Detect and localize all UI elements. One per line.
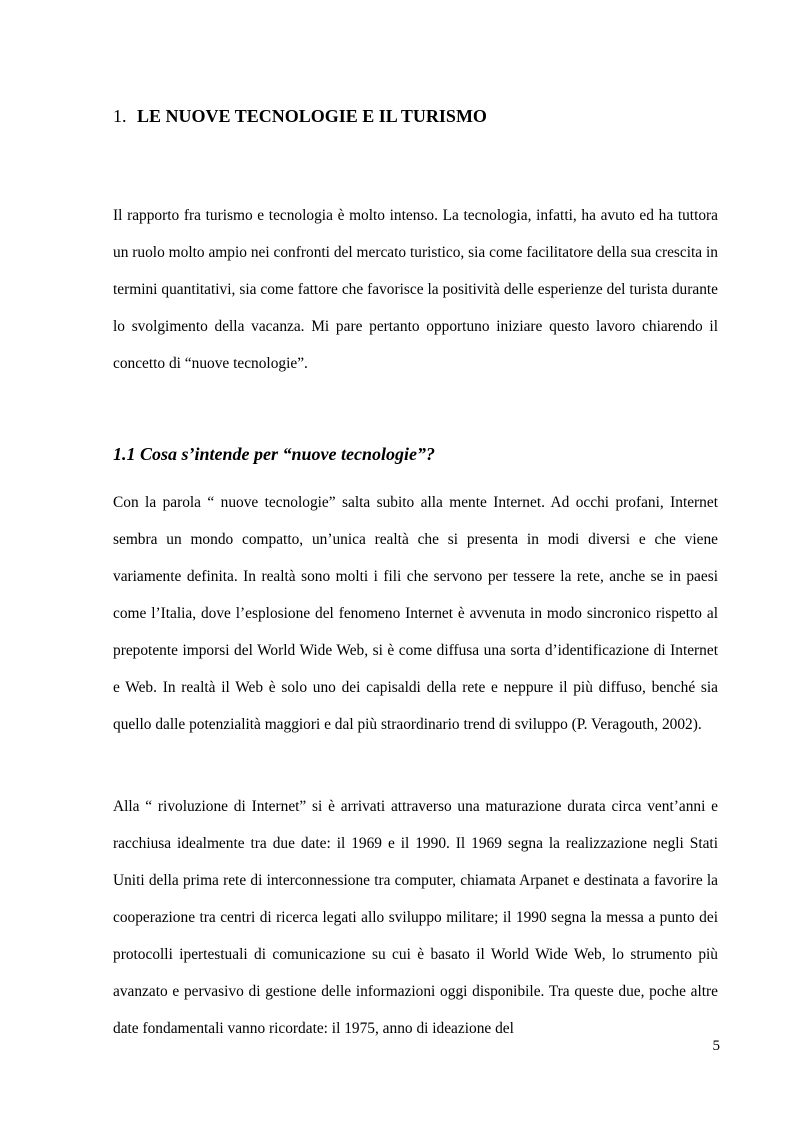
section-paragraph-2: Alla “ rivoluzione di Internet” si è arrivati attraverso una maturazione durata circa vent’anni e racchiusa idealmente tra due date: il 1969 e il 1990. Il 1969 segna la realizzazione negli Stati Uniti della prima rete di interconnessione tra computer, chiamata Arpanet e destinata a favorire la cooperazione tra centri di ricerca legati allo sviluppo militare; il 1990 segna la messa a punto dei protocolli ipertestuali di comunicazione su cui è basato il World Wide Web, lo strumento più avanzato e pervasivo di gestione delle informazioni oggi disponibile. Tra queste due, poche altre date fondamentali vanno ricordate: il 1975, anno di ideazione del	[113, 798, 718, 1037]
intro-paragraph: Il rapporto fra turismo e tecnologia è molto intenso. La tecnologia, infatti, ha avuto ed ha tuttora un ruolo molto ampio nei confronti del mercato turistico, sia come facilitatore della sua crescita in termini quantitativi, sia come fattore che favorisce la positività delle esperienze del turista durante lo svolgimento della vacanza. Mi pare pertanto opportuno iniziare questo lavoro chiarendo il concetto di “nuove tecnologie”.	[113, 207, 718, 372]
page-number: 5	[712, 1038, 720, 1054]
chapter-title	[113, 104, 713, 128]
chapter-title-text: LE NUOVE TECNOLOGIE E IL TURISMO	[137, 106, 487, 126]
section-paragraph-1: Con la parola “ nuove tecnologie” salta subito alla mente Internet. Ad occhi profani, Internet sembra un mondo compatto, un’unica realtà che si presenta in modi diversi e che viene variamente definita. In realtà sono molti i fili che servono per tessere la rete, anche se in paesi come l’Italia, dove l’esplosione del fenomeno Internet è avvenuta in modo sincronico rispetto al prepotente imporsi del World Wide Web, si è come diffusa una sorta d’identificazione di Internet e Web. In realtà il Web è solo uno dei capisaldi della rete e neppure il più diffuso, benché sia quello dalle potenzialità maggiori e dal più straordinario trend di sviluppo (P. Veragouth, 2002).	[113, 494, 718, 733]
chapter-number: 1.	[113, 106, 127, 126]
section-title: 1.1 Cosa s’intende per “nuove tecnologie”?	[113, 444, 435, 464]
